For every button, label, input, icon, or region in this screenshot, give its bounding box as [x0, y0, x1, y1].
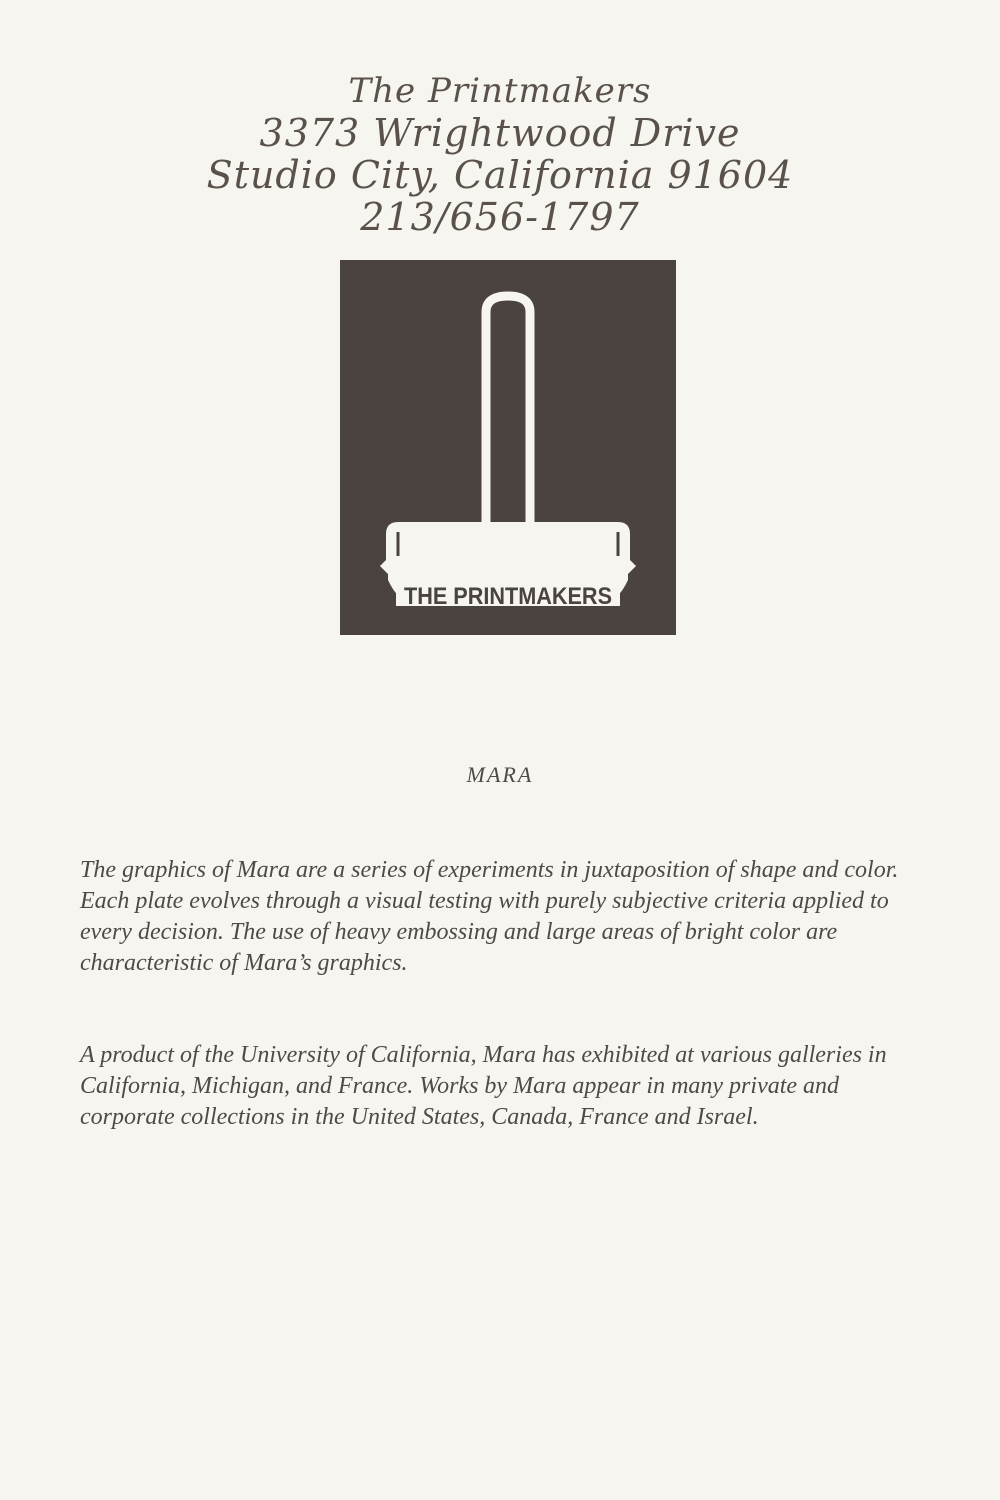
artist-background-paragraph: A product of the University of California, Mara has exhibited at various galleries in California, Michigan, and France. Works by Mara appear in many private and corporate collections in the United States, Canada, France and Israel. [80, 1042, 887, 1130]
printmakers-logo [340, 260, 676, 635]
logo-text: THE PRINTMAKERS [404, 583, 612, 610]
artist-heading: MARA [466, 762, 534, 787]
brayer-roller-icon [340, 260, 676, 635]
artist-description-paragraph: The graphics of Mara are a series of experiments in juxtaposition of shape and color. Each plate evolves through a visual testing with purely subjective criteria applied to every decision. The use of heavy embossing and large areas of bright color are characteristic of Mara’s graphics. [80, 857, 899, 976]
company-address: 3373 Wrightwood Drive [259, 111, 741, 155]
company-name: The Printmakers [348, 71, 652, 111]
letterhead [0, 70, 1000, 238]
company-city: Studio City, California 91604 [206, 153, 794, 197]
company-phone: 213/656-1797 [360, 195, 640, 239]
